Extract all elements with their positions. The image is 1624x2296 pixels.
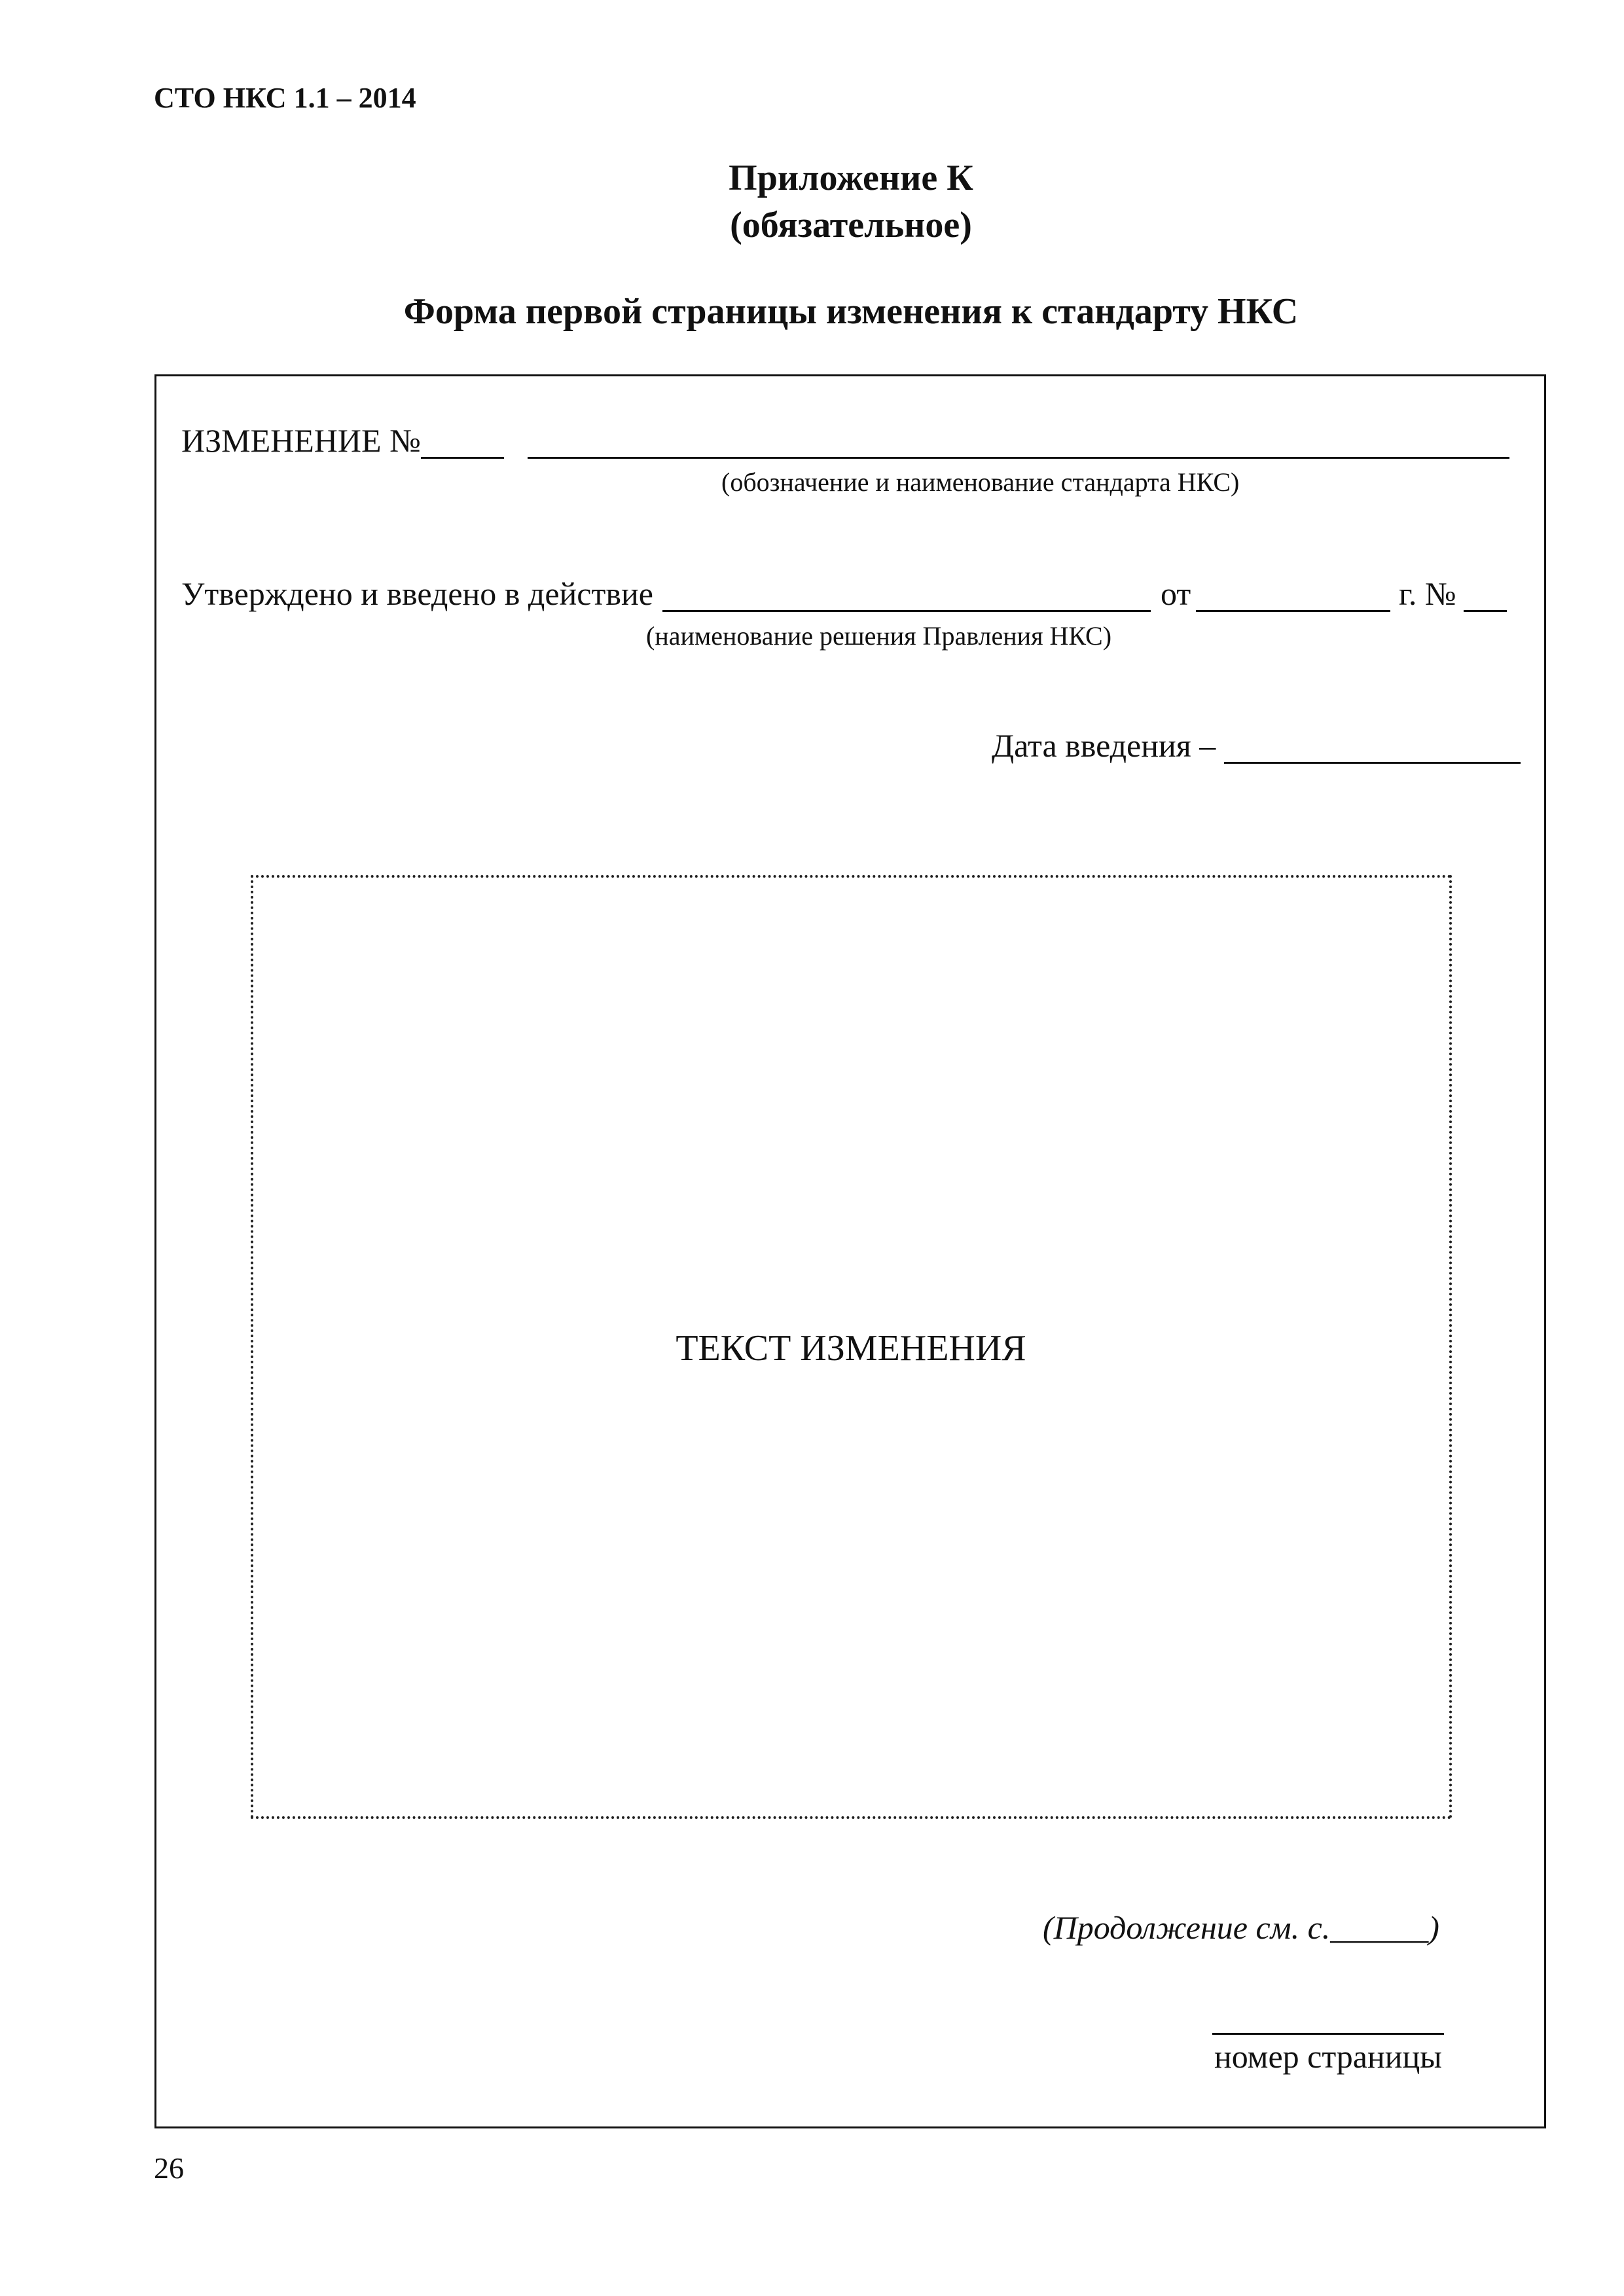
decision-name-caption: (наименование решения Правления НКС) xyxy=(646,621,1112,651)
standard-designation-caption: (обозначение и наименование стандарта НКС) xyxy=(721,467,1240,497)
document-code: СТО НКС 1.1 – 2014 xyxy=(154,82,416,114)
appendix-status: (обязательное) xyxy=(730,205,972,245)
from-label: от xyxy=(1161,575,1191,612)
change-text-placeholder: ТЕКСТ ИЗМЕНЕНИЯ xyxy=(676,1328,1026,1369)
form-title: Форма первой страницы изменения к стандарту НКС xyxy=(403,291,1299,332)
effective-date-label: Дата введения – xyxy=(992,727,1216,764)
change-number-field xyxy=(421,457,504,459)
change-number-label: ИЗМЕНЕНИЕ № xyxy=(181,422,421,459)
decision-number-field xyxy=(1464,610,1507,612)
standard-designation-field xyxy=(528,457,1509,459)
approval-date-field xyxy=(1196,610,1390,612)
page-number: 26 xyxy=(154,2151,184,2185)
year-number-label: г. № xyxy=(1399,575,1456,612)
appendix-title: Приложение К xyxy=(729,158,973,198)
page-number-caption: номер страницы xyxy=(1214,2038,1442,2075)
effective-date-field xyxy=(1224,762,1521,764)
continuation-note: (Продолжение см. с.______) xyxy=(1043,1909,1439,1946)
page-number-field xyxy=(1212,2033,1444,2035)
approved-label: Утверждено и введено в действие xyxy=(181,575,653,612)
decision-name-field xyxy=(662,610,1151,612)
